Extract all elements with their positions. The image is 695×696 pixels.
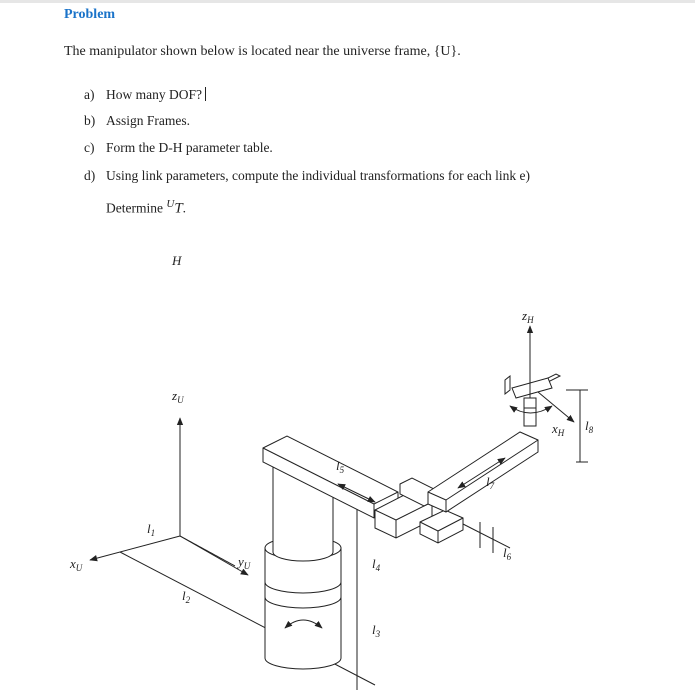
question-text: Form the D-H parameter table. xyxy=(106,140,273,155)
determine-end: . xyxy=(182,200,187,216)
xh-axis xyxy=(538,392,574,422)
label-l7: $l_7$ xyxy=(486,474,495,491)
problem-heading: Problem xyxy=(64,7,116,22)
question-text: Using link parameters, compute the individual transformations for each link e) xyxy=(106,168,531,183)
label-zu: $z_U$ xyxy=(172,388,184,405)
question-label: b) xyxy=(84,113,96,128)
label-xh: $x_H$ xyxy=(552,421,565,438)
label-l8: $l_8$ xyxy=(585,418,594,435)
lower-bar xyxy=(420,510,510,553)
question-label: c) xyxy=(84,140,95,155)
label-l3: $l_3$ xyxy=(372,622,381,639)
question-label: d) xyxy=(84,168,96,183)
dim-line-l1 xyxy=(180,536,235,566)
question-text: Assign Frames. xyxy=(106,113,190,128)
label-l4: $l_4$ xyxy=(372,556,381,573)
determine-symbol: T xyxy=(174,200,183,217)
label-l5: $l_5$ xyxy=(336,458,345,475)
intro-text: The manipulator shown below is located near the universe frame, {U}. xyxy=(64,44,461,59)
label-l6: $l_6$ xyxy=(503,545,512,562)
xu-axis xyxy=(90,536,180,560)
question-label: a) xyxy=(84,87,95,102)
label-l1: $l_1$ xyxy=(147,521,156,538)
label-yu: $y_U$ xyxy=(238,554,251,571)
label-zh: $z_H$ xyxy=(522,308,534,325)
determine-superscript: U xyxy=(166,198,175,210)
question-text: How many DOF? xyxy=(106,87,202,102)
label-l2: $l_2$ xyxy=(182,588,191,605)
label-xu: $x_U$ xyxy=(70,556,83,573)
horizontal-arm xyxy=(428,432,538,512)
determine-text: Determine xyxy=(106,200,163,216)
figure-title: H xyxy=(172,253,182,268)
